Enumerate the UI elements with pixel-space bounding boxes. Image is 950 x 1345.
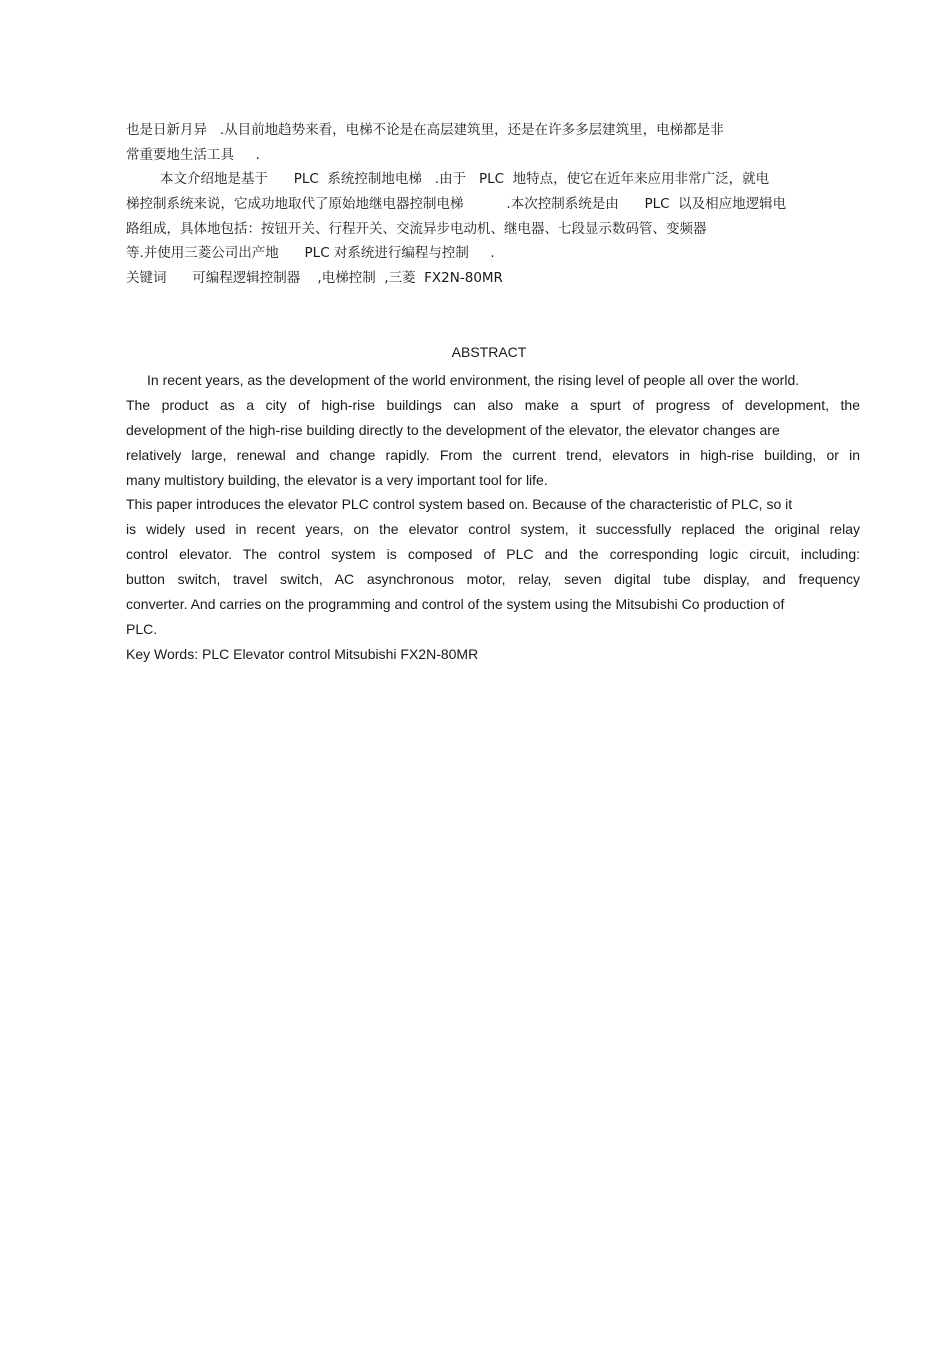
en-line: relatively large, renewal and change rapidly. From the current trend, elevators in high-rise building, or in bbox=[126, 446, 860, 463]
en-line: control elevator. The control system is composed of PLC and the corresponding logic circuit, including: bbox=[126, 546, 860, 563]
en-line: converter. And carries on the programming and control of the system using the Mitsubishi Co production of bbox=[126, 596, 785, 613]
cn-line: 本文介绍地是基于 PLC 系统控制地电梯 .由于 PLC 地特点，使它在近年来应用非常广泛，就电 bbox=[160, 171, 770, 188]
en-line: This paper introduces the elevator PLC control system based on. Because of the characteristic of PLC, so it bbox=[126, 496, 793, 513]
en-line: In recent years, as the development of the world environment, the rising level of people all over the world. bbox=[147, 372, 800, 388]
cn-line: 常重要地生活工具 . bbox=[126, 146, 260, 163]
abstract-heading: ABSTRACT bbox=[451, 344, 527, 360]
en-line: PLC. bbox=[126, 620, 158, 637]
en-line: is widely used in recent years, on the elevator control system, it successfully replaced the original relay bbox=[126, 521, 860, 538]
cn-line: 也是日新月异 .从目前地趋势来看，电梯不论是在高层建筑里，还是在许多多层建筑里，电梯都是非 bbox=[126, 122, 724, 138]
cn-line: 路组成，具体地包括：按钮开关、行程开关、交流异步电动机、继电器、七段显示数码管、变频器 bbox=[126, 220, 707, 237]
en-line: button switch, travel switch, AC asynchronous motor, relay, seven digital tube display, and frequency bbox=[126, 571, 860, 588]
cn-line: 梯控制系统来说，它成功地取代了原始地继电器控制电梯 .本次控制系统是由 PLC 以及相应地逻辑电 bbox=[126, 196, 787, 213]
en-keywords: Key Words: PLC Elevator control Mitsubishi FX2N-80MR bbox=[126, 645, 479, 662]
cn-keywords: 关键词 可编程逻辑控制器 ,电梯控制 ,三菱 FX2N-80MR bbox=[126, 270, 503, 287]
en-line: The product as a city of high-rise buildings can also make a spurt of progress of development, the bbox=[126, 396, 860, 413]
en-line: development of the high-rise building directly to the development of the elevator, the elevator changes are bbox=[126, 421, 780, 438]
english-abstract bbox=[126, 368, 860, 667]
cn-line: 等.并使用三菱公司出产地 PLC 对系统进行编程与控制 . bbox=[126, 245, 495, 262]
chinese-abstract bbox=[126, 118, 860, 291]
en-line: many multistory building, the elevator is a very important tool for life. bbox=[126, 471, 548, 488]
